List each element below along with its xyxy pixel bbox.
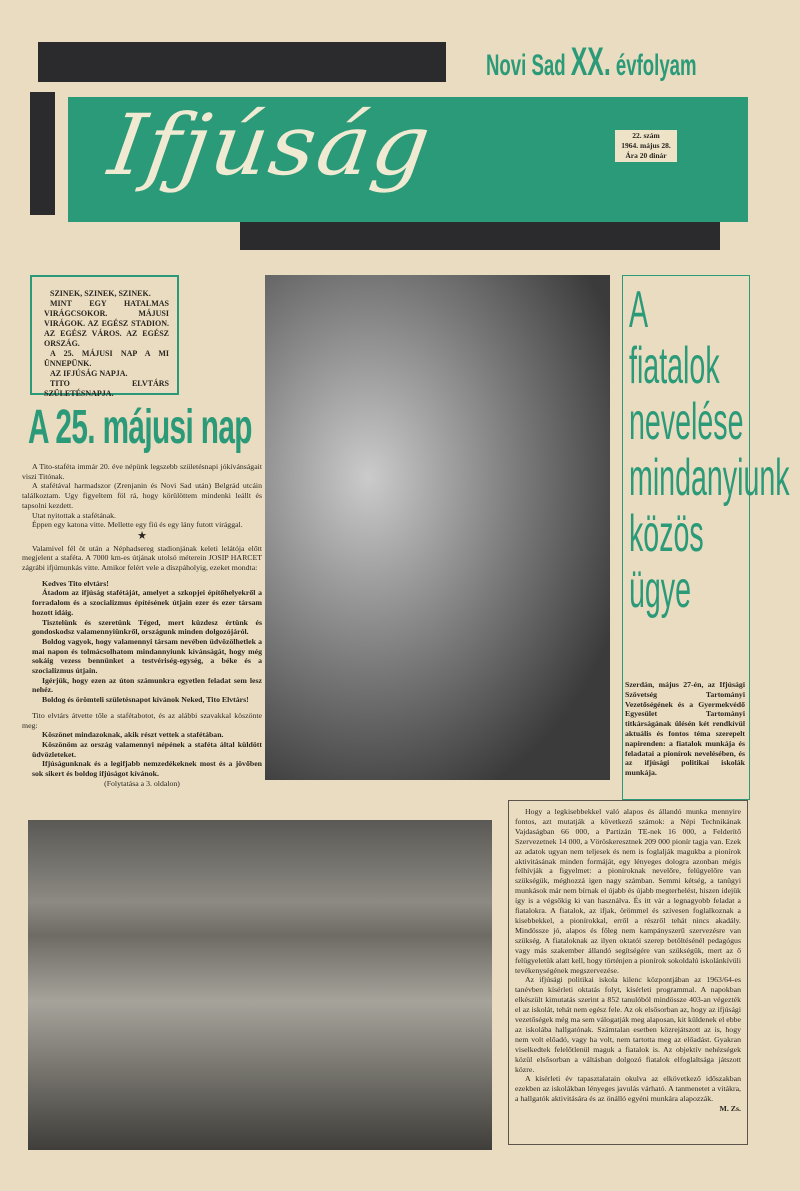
paragraph: Boldog vagyok, hogy valamennyi társam nevében üdvözölhetlek a mai napon és tolmácsolhatom mindannyiunk kívánságát, hogy még sokáig vezess bennünket a testvériség-egység, a béke és a szocializmus útjain. <box>32 636 262 676</box>
lead-line: TITO ELVTÁRS SZÜLETÉSNAPJA. <box>44 379 169 398</box>
paragraph: Köszönet mindazoknak, akik részt vettek a stafétában. <box>42 730 224 740</box>
article1-body <box>22 462 262 789</box>
article2-headline: A fiatalok nevelése mindanyiunk közös ügye <box>629 281 790 619</box>
lead-line: SZINEK, SZINEK, SZINEK. <box>50 289 151 298</box>
reply <box>22 730 262 779</box>
continued-note: (Folytatása a 3. oldalon) <box>104 778 180 788</box>
issue-number: 22. szám <box>632 131 660 140</box>
paragraph: Tito elvtárs átvette tőle a stafétabotot, és az alábbi szavakkal köszönte meg: <box>22 710 262 730</box>
paragraph: Köszönöm az ország valamennyi népének a staféta által küldött üdvözleteket. <box>32 739 262 759</box>
paragraph: Kedves Tito elvtárs! <box>42 578 109 588</box>
signature: M. Zs. <box>719 1104 741 1114</box>
paragraph: Hogy a legkisebbekkel való alapos és állandó munka mennyire fontos, azt mutatják a következő számok: a Népi Technikának Vajdaságban 66 000, a Partizán TE-nek 16 000, a Felderítő Szervezetnek 14 000, a Vöröskeresztnek 209 000 pionír tagja van. Ezek az adatok ugyan nem teljesek és nem is foglalják magukba a pionírok aktivitásának minden formáját, egy lényeges dologra azonban mégis felhívják a figyelmet: a pioníroknak nevelőre, felügyelőre van szükségük, méghozzá igen nagy számban. Semmi kétség, a tanügyi munkások már nem bírnak el újabb és újabb megterhelést, hiszen idejük így is a végsőkig ki van használva. És itt vár a legnagyobb feladat a fiatalokra. A fiatalok, az ifjak, örömmel és szívesen foglalkoznak a kisebbekkel, a pionírokkal, erről a részről tehát nincs akadály. Mindössze jó, alapos és főleg nem kampányszerű szervezésre van szükség. A fiataloknak az ilyen oktatói szerep betöltésénél pedagógus vagy más szakember állandó segítségére van szükségük, mert az ő felügyeletük alatt kell, hogy történjen a pionírok sokoldalú iskolánkívüli tevékenységének megszervezése. <box>515 807 741 975</box>
city: Novi Sad <box>486 49 566 82</box>
paragraph: Valamivel fél öt után a Néphadsereg stadionjának keleti lelátója előtt megjelent a staféta. A 7000 km-es útjának utolsó méterein JOSIP HARCET zágrábi ifjúmunkás vitte. Amikor felért vele a díszpáholyig, ezeket mondta: <box>22 543 262 573</box>
masthead-line <box>486 40 697 85</box>
top-rule <box>38 42 446 82</box>
photo-stadium <box>28 820 492 1150</box>
issue-date: 1964. május 28. <box>621 141 671 150</box>
paragraph: Éppen egy katona vitte. Mellette egy fiú és egy lány futott virággal. <box>32 520 243 530</box>
paragraph: A stafétával harmadszor (Zrenjanin és Novi Sad után) Belgrád utcáin találkoztam. Ugy figyeltem föl rá, hogy körülöttem mindenki leállt és tapsolni kezdett. <box>22 481 262 510</box>
paragraph: A kísérleti év tapasztalatain okulva az elkövetkező időszakban ezekben az iskolákban lényeges javulás várható. A tanmenetet a vitákra, a hallgatók aktivitására és az önálló egyéni munkára alapozzák. <box>515 1074 741 1104</box>
paragraph: Tisztelünk és szeretünk Téged, mert küzdesz értünk és gondoskodsz valamennyiünkről, országunk minden dolgozójáról. <box>32 617 262 637</box>
lead-line: A 25. MÁJUSI NAP A MI ÜNNEPÜNK. <box>44 349 169 368</box>
volume-label: évfolyam <box>615 49 697 82</box>
article2-lead: Szerdán, május 27-én, az Ifjúsági Szövetség Tartományi Vezetőségének és a Gyermekvédő Egyesület Tartományi titkárságának ülésén két rendkívül aktuális és fontos téma szerepelt napirenden: a fiatalok munkája és feladatai a pionírok nevelésében, és az ifjúsági politikai iskolák munkája. <box>625 680 745 778</box>
star-icon: ★ <box>137 529 147 542</box>
paragraph: Átadom az ifjúság stafétáját, amelyet a szkopjei építőhelyekről a forradalom és a szocializmus építésének útjain ezer és ezer társam hozott idáig. <box>32 588 262 617</box>
photo-tito-relay <box>265 275 610 780</box>
volume-number: XX. <box>570 40 611 84</box>
article2-body <box>508 800 748 1145</box>
lead-line: AZ IFJÚSÁG NAPJA. <box>50 369 128 378</box>
side-rule <box>30 92 55 215</box>
letter <box>22 579 262 705</box>
paragraph: Ifjúságunknak és a legifjabb nemzedékeknek most és a jövőben sok sikert és boldog ifjúságot kívánok. <box>32 759 262 779</box>
paragraph: Utat nyitottak a stafétának. <box>32 510 117 520</box>
paragraph: Az ifjúsági politikai iskola kilenc központjában az 1963/64-es tanévben kísérleti oktatás folyt, kísérleti programmal. A napokban elkészült kimutatás szerint a 852 tanulóból mindössze 403-an végezték el az iskolát, tehát nem egész fele. Az ok elsősorban az, hogy az ifjúsági vezetőségek még ma sem válogatják meg alaposan, kit küldenek el ebbe az iskolába hallgatónak. Számtalan esetben közrejátszott az is, hogy nem volt előadó, vagy ha volt, nem tartotta meg az előadást. Gyakran viselkedtek felelőtlenül maguk a fiatalok is. Az objektív nehézségek közül elsősorban a váltásban dolgozó fiatalok elfoglaltsága játszott közre. <box>515 975 741 1074</box>
issue-info <box>615 130 677 162</box>
paragraph: A Tito-staféta immár 20. éve népünk legszebb születésnapi jókívánságait viszi Titónak. <box>22 462 262 481</box>
issue-price: Ára 20 dinár <box>625 151 667 160</box>
paragraph: Igérjük, hogy ezen az úton számunkra egyetlen feladat sem lesz nehéz. <box>32 675 262 695</box>
lead-box <box>30 275 179 398</box>
paragraph: Boldog és örömteli születésnapot kívánok Neked, Tito Elvtárs! <box>42 695 249 705</box>
lead-line: MINT EGY HATALMAS VIRÁGCSOKOR. MÁJUSI VIRÁGOK. AZ EGÉSZ STADION. AZ EGÉSZ VÁROS. AZ EGÉSZ ORSZÁG. <box>44 299 169 348</box>
article1-headline: A 25. májusi nap <box>28 401 252 454</box>
newspaper-title: Ifjúság <box>103 96 439 194</box>
